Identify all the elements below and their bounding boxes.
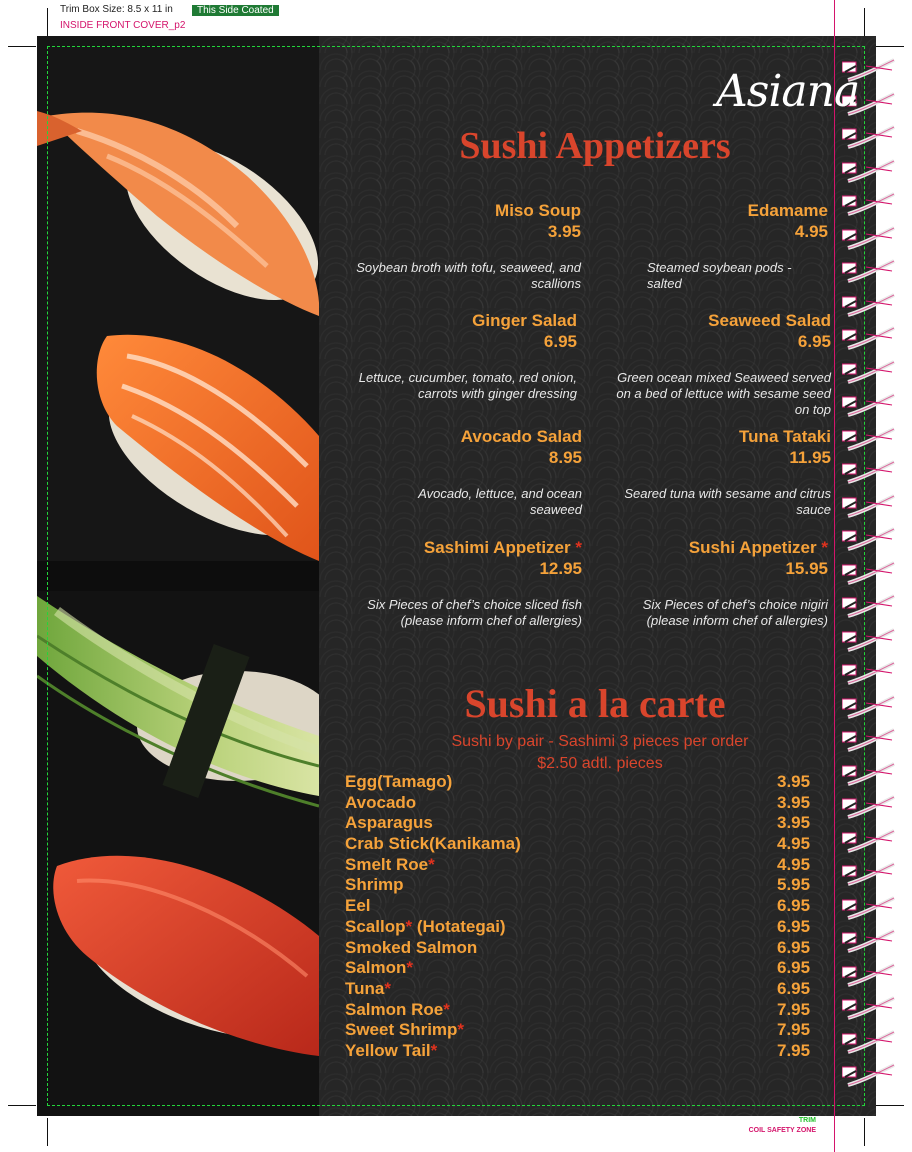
coil-loop xyxy=(842,661,898,685)
a-la-carte-title: Sushi a la carte xyxy=(464,681,726,726)
allergy-asterisk: * xyxy=(430,1040,438,1060)
allergy-asterisk: * xyxy=(821,538,828,557)
a-la-carte-item xyxy=(345,1000,815,1021)
menu-item-description: Six Pieces of chef’s choice sliced fish (please inform chef of allergies) xyxy=(367,597,582,628)
coil-loop xyxy=(842,1030,898,1054)
crop-mark xyxy=(47,1118,48,1146)
allergy-asterisk: * xyxy=(575,538,582,557)
appetizers-title: Sushi Appetizers xyxy=(459,125,731,167)
a-la-carte-item-price: 6.95 xyxy=(777,978,811,998)
menu-item-name: Seaweed Salad xyxy=(708,311,831,330)
menu-item-description: Steamed soybean pods - salted xyxy=(647,260,792,291)
menu-item-price: 15.95 xyxy=(785,559,828,578)
a-la-carte-item-price: 6.95 xyxy=(777,958,811,978)
a-la-carte-item-price: 5.95 xyxy=(777,875,811,895)
allergy-asterisk: * xyxy=(428,854,435,874)
a-la-carte-item xyxy=(345,813,815,834)
asiana-logo: Asiana xyxy=(716,66,860,117)
a-la-carte-item xyxy=(345,958,815,979)
a-la-carte-subtitle: Sushi by pair - Sashimi 3 pieces per order xyxy=(451,733,749,750)
a-la-carte-item-name: Smelt Roe* xyxy=(345,854,435,874)
coil-loop xyxy=(842,762,898,786)
crop-mark xyxy=(864,8,865,36)
coil-loop xyxy=(842,494,898,518)
menu-item-price: 3.95 xyxy=(547,222,581,241)
a-la-carte-item xyxy=(345,979,815,1000)
a-la-carte-item-price: 3.95 xyxy=(777,792,811,812)
menu-item-name: Edamame xyxy=(747,201,828,220)
menu-item-name: Sushi Appetizer * xyxy=(688,538,828,557)
a-la-carte-item-price: 7.95 xyxy=(777,1020,811,1040)
a-la-carte-item-price: 6.95 xyxy=(777,937,811,957)
a-la-carte-item xyxy=(345,834,815,855)
a-la-carte-item-name: Shrimp xyxy=(345,875,404,895)
coil-loop xyxy=(842,393,898,417)
a-la-carte-item-name: Salmon Roe* xyxy=(345,999,450,1019)
a-la-carte-item xyxy=(345,896,815,917)
coil-loop xyxy=(842,226,898,250)
coil-loop xyxy=(842,829,898,853)
photo-column xyxy=(37,36,319,1116)
coil-loop xyxy=(842,460,898,484)
a-la-carte-item-price: 6.95 xyxy=(777,916,811,936)
coil-safety-line xyxy=(834,0,835,1152)
menu-item-description: Six Pieces of chef’s choice nigiri (please inform chef of allergies) xyxy=(642,597,828,628)
coil-binding xyxy=(842,58,898,1098)
coil-loop xyxy=(842,695,898,719)
a-la-carte-item-price: 7.95 xyxy=(777,1040,811,1060)
allergy-asterisk: * xyxy=(405,916,413,936)
a-la-carte-item-name: Egg(Tamago) xyxy=(345,772,453,791)
menu-item-name: Sashimi Appetizer * xyxy=(423,538,582,557)
coil-loop xyxy=(842,795,898,819)
coil-loop xyxy=(842,728,898,752)
crop-mark xyxy=(8,1105,36,1106)
a-la-carte-item xyxy=(345,917,815,938)
menu-item-name: Avocado Salad xyxy=(460,427,582,446)
crop-mark xyxy=(864,1118,865,1146)
a-la-carte-item-name: Crab Stick(Kanikama) xyxy=(345,834,521,854)
menu-item-price: 6.95 xyxy=(797,332,831,351)
coil-loop xyxy=(842,862,898,886)
a-la-carte-item-price: 4.95 xyxy=(777,854,811,874)
menu-item-description: Seared tuna with sesame and citrus sauce xyxy=(624,486,831,517)
sushi-photo-strip xyxy=(37,36,319,1116)
a-la-carte-item-name: Scallop* (Hotategai) xyxy=(345,916,506,936)
coil-loop xyxy=(842,527,898,551)
allergy-asterisk: * xyxy=(406,958,414,978)
a-la-carte-item xyxy=(345,938,815,959)
a-la-carte-item-name: Yellow Tail* xyxy=(345,1040,438,1060)
a-la-carte-item-name: Avocado xyxy=(345,792,417,812)
coil-loop xyxy=(842,929,898,953)
a-la-carte-item xyxy=(345,1020,815,1041)
coil-loop xyxy=(842,159,898,183)
coil-loop xyxy=(842,896,898,920)
menu-item-description: Lettuce, cucumber, tomato, red onion, carrots with ginger dressing xyxy=(358,370,577,401)
coil-loop xyxy=(842,293,898,317)
a-la-carte-item-price: 7.95 xyxy=(777,999,811,1019)
a-la-carte-extra-price: $2.50 adtl. pieces xyxy=(537,755,663,772)
a-la-carte-item xyxy=(345,855,815,876)
coil-loop xyxy=(842,963,898,987)
page-label: INSIDE FRONT COVER_p2 xyxy=(60,20,186,31)
a-la-carte-item xyxy=(345,772,815,793)
a-la-carte-item-name: Salmon* xyxy=(345,958,414,978)
a-la-carte-item-price: 6.95 xyxy=(777,896,811,916)
menu-item-name: Ginger Salad xyxy=(472,311,577,330)
trim-size-label: Trim Box Size: 8.5 x 11 in xyxy=(60,4,173,15)
coil-loop xyxy=(842,192,898,216)
menu-item-description: Green ocean mixed Seaweed served on a bed of lettuce with sesame seed on top xyxy=(616,370,831,417)
a-la-carte-item-price: 3.95 xyxy=(777,813,811,833)
a-la-carte-list xyxy=(345,772,815,1062)
coil-loop xyxy=(842,561,898,585)
crop-mark xyxy=(876,46,904,47)
menu-item-description: Soybean broth with tofu, seaweed, and scallions xyxy=(356,260,581,291)
allergy-asterisk: * xyxy=(443,999,450,1019)
menu-item-price: 4.95 xyxy=(794,222,828,241)
coil-loop xyxy=(842,594,898,618)
crop-mark xyxy=(876,1105,904,1106)
menu-item-name: Tuna Tataki xyxy=(739,427,831,446)
a-la-carte-item-name: Sweet Shrimp* xyxy=(345,1020,465,1040)
trim-label: TRIM xyxy=(798,1117,816,1124)
a-la-carte-item-name: Smoked Salmon xyxy=(345,937,478,957)
a-la-carte-item-name: Asparagus xyxy=(345,813,433,833)
allergy-asterisk: * xyxy=(457,1020,465,1040)
allergy-asterisk: * xyxy=(384,978,391,998)
a-la-carte-item xyxy=(345,1041,815,1062)
a-la-carte-item-price: 3.95 xyxy=(777,772,811,791)
coil-loop xyxy=(842,360,898,384)
menu-item-price: 11.95 xyxy=(789,448,831,467)
a-la-carte-item-name: Eel xyxy=(345,896,371,916)
coil-loop xyxy=(842,996,898,1020)
menu-item-price: 6.95 xyxy=(543,332,577,351)
menu-item-description: Avocado, lettuce, and ocean seaweed xyxy=(418,486,582,517)
coil-loop xyxy=(842,259,898,283)
menu-item-name: Miso Soup xyxy=(495,201,581,220)
a-la-carte-item-name: Tuna* xyxy=(345,978,391,998)
coil-safety-zone-label: COIL SAFETY ZONE xyxy=(748,1127,816,1134)
coil-loop xyxy=(842,628,898,652)
coil-loop xyxy=(842,326,898,350)
crop-mark xyxy=(47,8,48,36)
a-la-carte-item-price: 4.95 xyxy=(777,834,811,854)
a-la-carte-item xyxy=(345,875,815,896)
coil-loop xyxy=(842,427,898,451)
coil-loop xyxy=(842,125,898,149)
menu-item-price: 8.95 xyxy=(548,448,582,467)
coated-side-badge: This Side Coated xyxy=(192,5,279,16)
a-la-carte-item xyxy=(345,793,815,814)
menu-item-price: 12.95 xyxy=(539,559,582,578)
coil-loop xyxy=(842,1063,898,1087)
crop-mark xyxy=(8,46,36,47)
